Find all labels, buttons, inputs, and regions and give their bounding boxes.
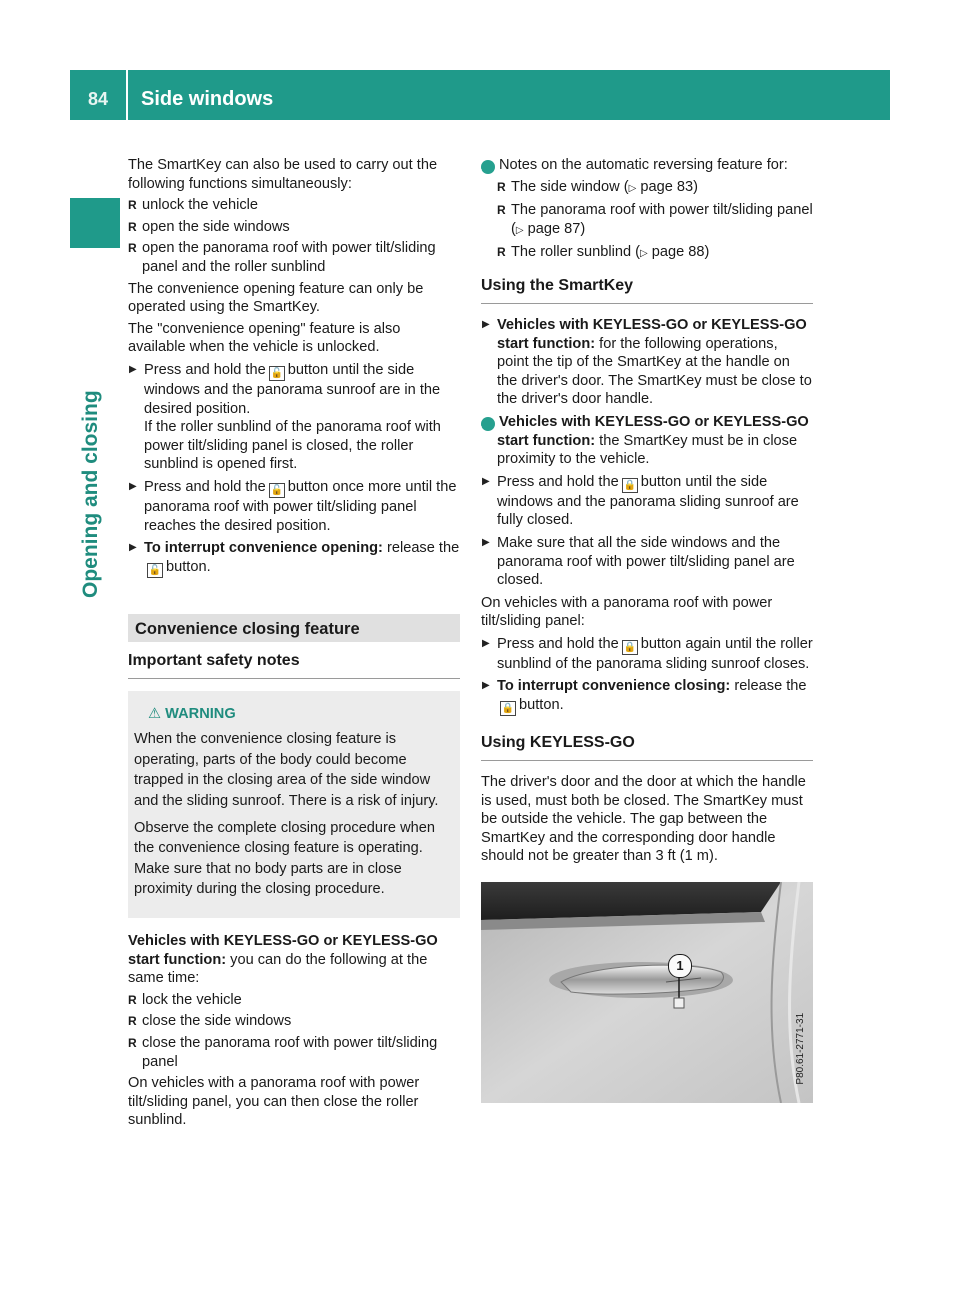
paragraph: On vehicles with a panorama roof with power tilt/sliding panel, you can then close the roller sunblind.: [128, 1075, 420, 1129]
unlock-icon: 🔓: [270, 367, 283, 379]
step-text: button again until the roller sunblind of the panorama sliding sunroof closes.: [497, 635, 813, 672]
chapter-label: Opening and closing: [79, 390, 102, 598]
warning-text: When the convenience closing feature is operating, parts of the body could become trapped in the closing area of the side window and the sliding sunroof. There is a risk of injury.: [134, 731, 439, 810]
info-note: [477, 156, 813, 175]
instruction-step: [481, 677, 813, 716]
page-ref-icon: ▷: [515, 224, 524, 236]
info-icon: i: [481, 417, 495, 431]
paragraph: The driver's door and the door at which the handle is used, must both be closed. The SmartKey must be outside the vehicle. The gap between the SmartKey and the corresponding door handle should not be greater than 3 ft (1 m).: [481, 774, 806, 865]
list-item: R close the side windows: [128, 1012, 460, 1031]
instruction-step: [481, 473, 813, 530]
text: you can do the following at the same time:: [128, 951, 428, 987]
bold-lead: Vehicles with KEYLESS-GO or KEYLESS-GO start function:: [497, 413, 809, 449]
page-link[interactable]: page 87: [527, 220, 581, 237]
step-text: release the: [734, 678, 807, 695]
subsection-heading: Important safety notes: [128, 642, 460, 679]
intro-paragraph: The SmartKey can also be used to carry out the following functions simultaneously:: [128, 157, 438, 192]
list-item: R The roller sunblind (▷ page 88): [497, 243, 813, 264]
instruction-step: [481, 635, 813, 674]
door-handle-photo: [481, 882, 813, 1103]
list-item: R close the panorama roof with power tilt/sliding panel: [128, 1034, 460, 1071]
paragraph: The convenience opening feature can only be operated using the SmartKey.: [128, 280, 424, 316]
warning-label: WARNING: [165, 705, 236, 722]
list-item: R The panorama roof with power tilt/sliding panel (▷ page 87): [497, 201, 813, 240]
step-text: button until the side windows and the panorama sunroof are in the desired position.: [144, 361, 441, 417]
paragraph: The "convenience opening" feature is also available when the vehicle is unlocked.: [128, 320, 401, 356]
instruction-step: [128, 539, 460, 578]
item-text: The roller sunblind (: [511, 244, 640, 261]
step-note: If the roller sunblind of the panorama roof with power tilt/sliding panel is closed, the roller sunblind is opened first.: [144, 419, 441, 473]
step-label: To interrupt convenience opening:: [144, 540, 383, 557]
door-handle-illustration: [481, 882, 813, 1103]
page-number: 84: [87, 89, 109, 109]
reversing-list: [497, 178, 813, 264]
closing-list: [128, 991, 460, 1071]
callout-1: 1: [668, 954, 692, 978]
step-label: To interrupt convenience closing:: [497, 678, 731, 695]
instruction-step: [128, 478, 460, 535]
list-item: R The side window (▷ page 83): [497, 178, 813, 199]
step-text: button once more until the panorama roof with power tilt/sliding panel reaches the desired position.: [144, 478, 457, 534]
left-column: [128, 156, 460, 1133]
right-column: [477, 156, 813, 1103]
item-text: The side window (: [511, 178, 629, 195]
step-text: Press and hold the: [144, 478, 266, 495]
page-link[interactable]: page 88: [651, 244, 705, 261]
warning-box: [128, 691, 460, 918]
item-text: The panorama roof with power tilt/sliding panel (: [511, 202, 813, 237]
unlock-icon: 🔓: [148, 564, 162, 576]
section-heading: Convenience closing feature: [128, 614, 460, 642]
step-text: release the: [386, 540, 460, 557]
step-text: Press and hold the: [144, 361, 266, 378]
page-ref-icon: ▷: [628, 182, 637, 194]
step-text: for the following operations, point the tip of the SmartKey at the handle on the driver's door. The SmartKey must be close to the driver's door handle.: [497, 335, 812, 408]
warning-header: [134, 705, 454, 724]
instruction-step: [128, 361, 460, 474]
step-text: Press and hold the: [497, 473, 619, 490]
function-list: [128, 196, 460, 276]
page-ref-icon: ▷: [639, 248, 648, 260]
lock-icon: 🔒: [501, 703, 515, 715]
instruction-step: [481, 316, 813, 409]
lock-icon: 🔒: [623, 641, 636, 653]
paragraph: On vehicles with a panorama roof with power tilt/sliding panel:: [481, 594, 773, 630]
warning-icon: ⚠: [148, 705, 162, 722]
list-item: R open the panorama roof with power tilt/sliding panel and the roller sunblind: [128, 239, 460, 276]
subsection-heading: Using KEYLESS-GO: [481, 724, 813, 761]
instruction-step: ▶ Make sure that all the side windows and the panorama roof with power tilt/sliding panel are closed.: [481, 534, 813, 590]
step-text: button.: [519, 697, 564, 714]
unlock-icon: 🔓: [270, 484, 283, 496]
page-title: Side windows: [141, 88, 274, 110]
note-text: Notes on the automatic reversing feature for:: [499, 157, 788, 173]
note-text: the SmartKey must be in close proximity to the vehicle.: [497, 432, 798, 468]
image-code: P80.61-2771-31: [795, 1013, 807, 1086]
chapter-tab: [70, 198, 120, 248]
step-text: button.: [166, 558, 211, 575]
step-label: Vehicles with KEYLESS-GO or KEYLESS-GO start function:: [497, 316, 807, 352]
paragraph: [128, 932, 460, 988]
info-icon: i: [481, 160, 495, 174]
lock-icon: 🔒: [623, 479, 636, 491]
list-item: R unlock the vehicle: [128, 196, 460, 215]
list-item: R open the side windows: [128, 218, 460, 237]
warning-text: Observe the complete closing procedure when the convenience closing feature is operating. Make sure that no body parts are in close proximity during the closing procedure.: [134, 819, 435, 898]
list-item: R lock the vehicle: [128, 991, 460, 1010]
step-text: button until the side windows and the panorama sliding sunroof are fully closed.: [497, 473, 799, 529]
subsection-heading: Using the SmartKey: [481, 267, 813, 304]
info-note: [477, 413, 813, 469]
bold-lead: Vehicles with KEYLESS-GO or KEYLESS-GO start function:: [128, 933, 438, 968]
page-link[interactable]: page 83: [640, 178, 694, 195]
step-text: Press and hold the: [497, 635, 619, 652]
header-divider: [126, 70, 128, 120]
